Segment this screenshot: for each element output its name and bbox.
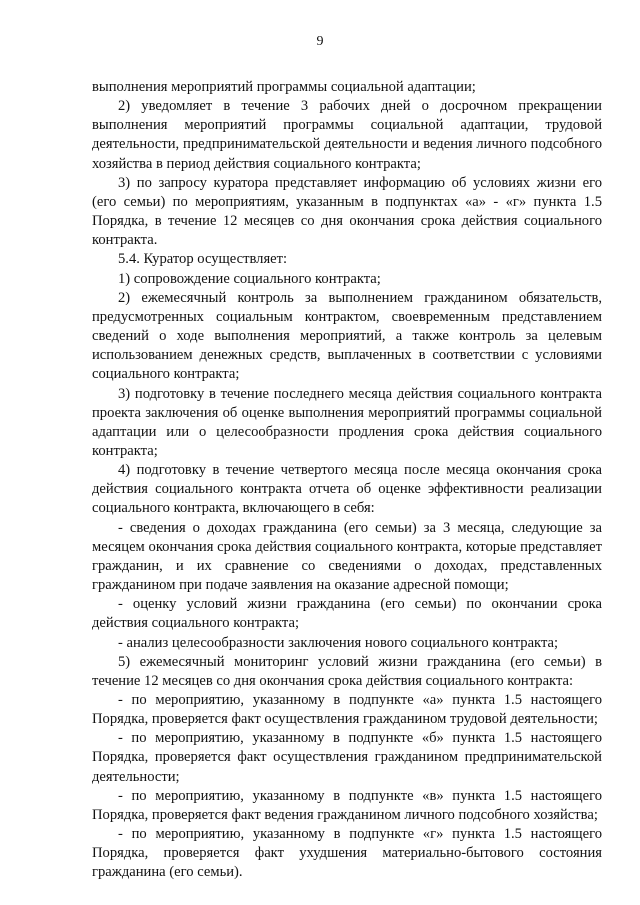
section-heading: 5.4. Куратор осуществляет: (118, 251, 288, 268)
paragraph: 3) подготовку в течение последнего месяца действия социального контракта проекта заключения об оценке выполнения мероприятий программы социальной адаптации или о целесообразности продления срока действия социального контракта; (92, 385, 602, 459)
paragraph: 1) сопровождение социального контракта; (118, 270, 381, 287)
list-item: - по мероприятию, указанному в подпункте «б» пункта 1.5 настоящего Порядка, проверяется факт осуществления гражданином предпринимательской деятельности; (92, 730, 602, 785)
list-item: - по мероприятию, указанному в подпункте «в» пункта 1.5 настоящего Порядка, проверяется факт ведения гражданином личного подсобного хозяйства; (92, 787, 602, 823)
paragraph: 4) подготовку в течение четвертого месяца после месяца окончания срока действия социального контракта отчета об оценке эффективности реализации социального контракта, включающего в себя: (92, 462, 602, 517)
paragraph: 2) ежемесячный контроль за выполнением гражданином обязательств, предусмотренных социальным контрактом, своевременным представлением сведений о ходе выполнения мероприятий, а также контроль за целевым использованием денежных средств, выплаченных в соответствии с условиями социального контракта; (92, 289, 602, 383)
list-item: - анализ целесообразности заключения нового социального контракта; (118, 634, 559, 651)
paragraph: 3) по запросу куратора представляет информацию об условиях жизни его (его семьи) по мероприятиям, указанным в подпунктах «а» - «г» пункта 1.5 Порядка, в течение 12 месяцев со дня окончания срока действия социального контракта. (92, 174, 602, 249)
paragraph: выполнения мероприятий программы социальной адаптации; (92, 79, 476, 95)
list-item: - по мероприятию, указанному в подпункте «г» пункта 1.5 настоящего Порядка, проверяется факт ухудшения материально-бытового состояния гражданина (его семьи). (92, 826, 602, 881)
page-number: 9 (316, 34, 324, 49)
list-item: - сведения о доходах гражданина (его семьи) за 3 месяца, следующие за месяцем окончания срока действия социального контракта, которые представляет гражданин, и их сравнение со сведениями о доходах, представленных гражданином при подаче заявления на оказание адресной помощи; (92, 519, 602, 594)
paragraph: 5) ежемесячный мониторинг условий жизни гражданина (его семьи) в течение 12 месяцев со дня окончания срока действия социального контракта: (92, 653, 602, 689)
document-body (92, 78, 602, 883)
list-item: - по мероприятию, указанному в подпункте «а» пункта 1.5 настоящего Порядка, проверяется факт осуществления гражданином трудовой деятельности; (92, 692, 602, 728)
paragraph: 2) уведомляет в течение 3 рабочих дней о досрочном прекращении выполнения мероприятий программы социальной адаптации, трудовой деятельности, предпринимательской деятельности и ведения личного подсобного хозяйства в период действия социального контракта; (92, 98, 602, 172)
list-item: - оценку условий жизни гражданина (его семьи) по окончании срока действия социального контракта; (92, 596, 602, 632)
